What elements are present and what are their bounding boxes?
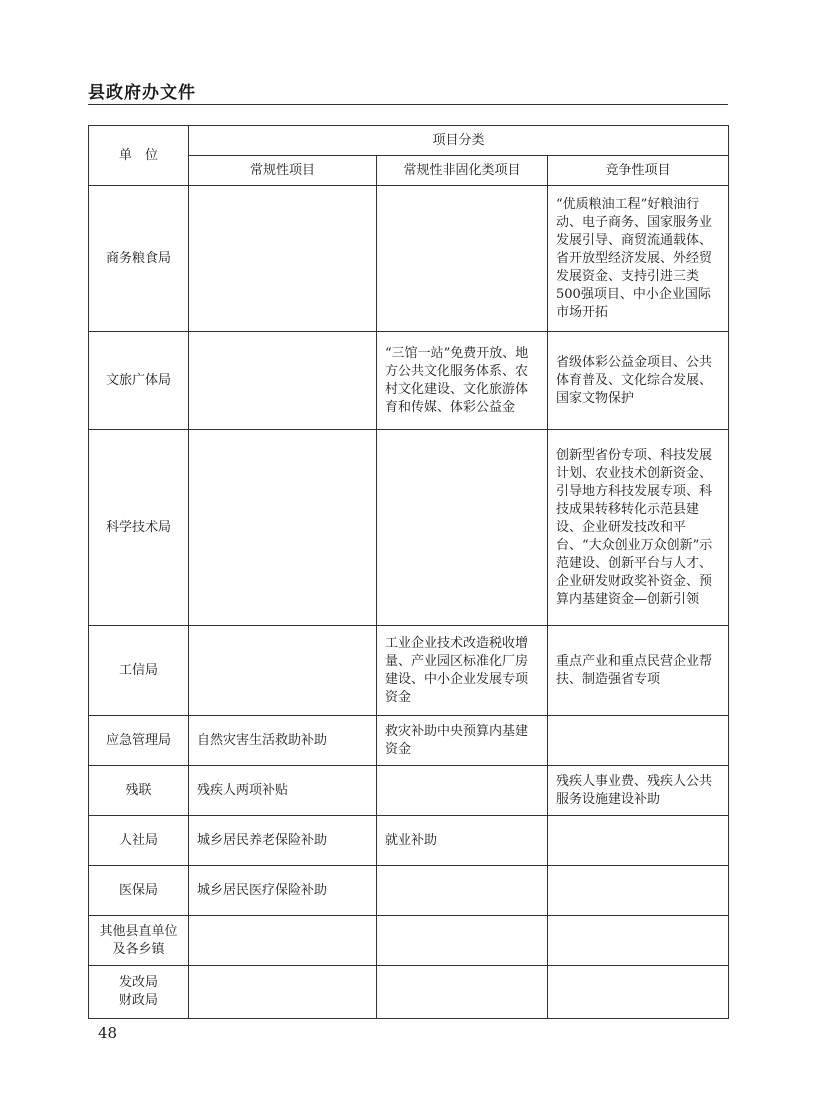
column-header-nonfixed: 常规性非固化类项目 xyxy=(377,156,548,186)
header-divider xyxy=(88,104,728,105)
regular-project-cell xyxy=(189,626,377,716)
page-header-title: 县政府办文件 xyxy=(88,83,196,103)
nonfixed-project-cell xyxy=(377,186,548,332)
competitive-project-cell xyxy=(548,916,729,966)
regular-project-cell: 自然灾害生活救助补助 xyxy=(189,716,377,766)
unit-cell: 工信局 xyxy=(89,626,189,716)
unit-cell: 医保局 xyxy=(89,866,189,916)
regular-project-cell xyxy=(189,966,377,1019)
regular-project-cell xyxy=(189,332,377,430)
regular-project-cell xyxy=(189,430,377,626)
table-row xyxy=(89,766,729,816)
table-row xyxy=(89,332,729,430)
unit-cell: 商务粮食局 xyxy=(89,186,189,332)
nonfixed-project-cell: 工业企业技术改造税收增量、产业园区标准化厂房建设、中小企业发展专项资金 xyxy=(377,626,548,716)
unit-cell: 文旅广体局 xyxy=(89,332,189,430)
unit-cell: 人社局 xyxy=(89,816,189,866)
table-row xyxy=(89,716,729,766)
unit-cell: 残联 xyxy=(89,766,189,816)
competitive-project-cell xyxy=(548,966,729,1019)
nonfixed-project-cell xyxy=(377,916,548,966)
competitive-project-cell: 残疾人事业费、残疾人公共服务设施建设补助 xyxy=(548,766,729,816)
unit-cell: 应急管理局 xyxy=(89,716,189,766)
unit-cell: 发改局 财政局 xyxy=(89,966,189,1019)
table-row xyxy=(89,966,729,1019)
nonfixed-project-cell: 就业补助 xyxy=(377,816,548,866)
nonfixed-project-cell: “三馆一站”免费开放、地方公共文化服务体系、农村文化建设、文化旅游体育和传媒、体彩公益金 xyxy=(377,332,548,430)
table-row xyxy=(89,626,729,716)
competitive-project-cell: 省级体彩公益金项目、公共体育普及、文化综合发展、国家文物保护 xyxy=(548,332,729,430)
nonfixed-project-cell xyxy=(377,766,548,816)
nonfixed-project-cell xyxy=(377,866,548,916)
regular-project-cell xyxy=(189,916,377,966)
competitive-project-cell: “优质粮油工程”好粮油行动、电子商务、国家服务业发展引导、商贸流通载体、省开放型经济发展、外经贸发展资金、支持引进三类500强项目、中小企业国际市场开拓 xyxy=(548,186,729,332)
competitive-project-cell xyxy=(548,866,729,916)
page-number: 48 xyxy=(98,1024,118,1042)
nonfixed-project-cell xyxy=(377,966,548,1019)
table-row xyxy=(89,866,729,916)
table-row xyxy=(89,430,729,626)
table-row xyxy=(89,816,729,866)
table-row xyxy=(89,186,729,332)
regular-project-cell: 城乡居民医疗保险补助 xyxy=(189,866,377,916)
unit-column-header: 单 位 xyxy=(89,126,189,186)
column-header-regular: 常规性项目 xyxy=(189,156,377,186)
column-header-competitive: 竞争性项目 xyxy=(548,156,729,186)
regular-project-cell xyxy=(189,186,377,332)
nonfixed-project-cell xyxy=(377,430,548,626)
regular-project-cell: 城乡居民养老保险补助 xyxy=(189,816,377,866)
competitive-project-cell xyxy=(548,816,729,866)
competitive-project-cell: 重点产业和重点民营企业帮扶、制造强省专项 xyxy=(548,626,729,716)
competitive-project-cell xyxy=(548,716,729,766)
table-body xyxy=(89,186,729,1019)
table-row xyxy=(89,916,729,966)
regular-project-cell: 残疾人两项补贴 xyxy=(189,766,377,816)
unit-cell: 其他县直单位及各乡镇 xyxy=(89,916,189,966)
project-classification-table xyxy=(88,125,729,1019)
project-category-header: 项目分类 xyxy=(189,126,729,156)
nonfixed-project-cell: 救灾补助中央预算内基建资金 xyxy=(377,716,548,766)
competitive-project-cell: 创新型省份专项、科技发展计划、农业技术创新资金、引导地方科技发展专项、科技成果转移转化示范县建设、企业研发技改和平台、“大众创业万众创新”示范建设、创新平台与人才、企业研发财政奖补资金、预算内基建资金—创新引领 xyxy=(548,430,729,626)
unit-cell: 科学技术局 xyxy=(89,430,189,626)
